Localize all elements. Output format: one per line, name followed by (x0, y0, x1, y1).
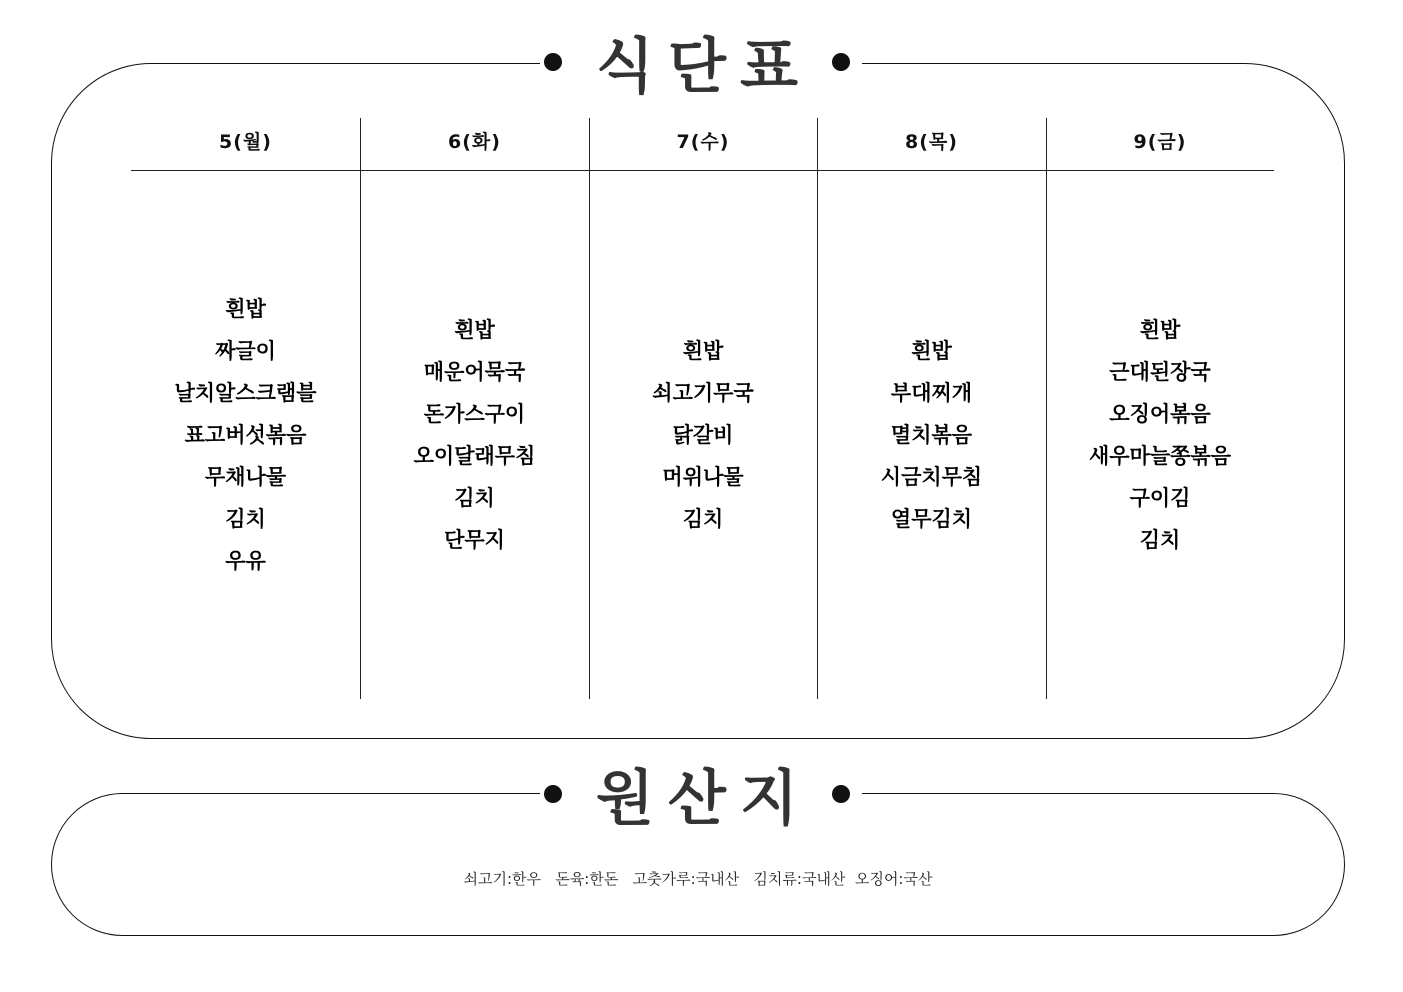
day-column-tue (360, 118, 589, 699)
dish-item: 닭갈비 (672, 423, 734, 447)
day-header: 8(목) (905, 130, 958, 153)
dish-item: 부대찌개 (890, 381, 973, 405)
origin-info: 쇠고기:한우 돈육:한돈 고춧가루:국내산 김치류:국내산 오징어:국산 (463, 870, 933, 888)
dish-item: 멸치볶음 (890, 423, 973, 447)
dish-list (360, 171, 589, 699)
dish-item: 시금치무침 (880, 465, 983, 489)
dish-item: 흰밥 (454, 318, 495, 342)
dish-item: 김치 (682, 507, 724, 531)
dish-item: 표고버섯볶음 (184, 423, 307, 447)
dish-item: 돈가스구이 (423, 402, 526, 426)
dish-item: 흰밥 (1139, 318, 1181, 342)
title-dot-left (544, 53, 562, 71)
dish-item: 오이달래무침 (413, 444, 536, 468)
origin-title: 원산지 (596, 764, 812, 834)
title-dot-right (832, 53, 850, 71)
day-header: 5(월) (219, 130, 272, 153)
dish-item: 새우마늘쫑볶음 (1088, 444, 1231, 468)
origin-title-block (540, 754, 862, 834)
dish-item: 날치알스크램블 (174, 381, 317, 405)
dish-item: 흰밥 (911, 339, 952, 363)
dish-list (1046, 171, 1274, 699)
dish-item: 쇠고기무국 (652, 381, 754, 405)
menu-table (131, 118, 1274, 699)
dish-item: 근대된장국 (1109, 360, 1211, 384)
dish-item: 짜글이 (215, 339, 276, 363)
dish-item: 흰밥 (682, 339, 724, 363)
day-header: 9(금) (1133, 130, 1187, 153)
day-column-thu (817, 118, 1046, 699)
dish-item: 우유 (225, 549, 266, 573)
dish-item: 열무김치 (890, 507, 973, 531)
dish-list (131, 171, 360, 699)
dish-item: 오징어볶음 (1109, 402, 1211, 426)
menu-title-block (540, 22, 862, 102)
dish-item: 매운어묵국 (423, 360, 526, 384)
dish-item: 머위나물 (662, 465, 744, 489)
day-header: 6(화) (448, 130, 501, 153)
day-column-fri (1046, 118, 1274, 699)
title-dot-right (832, 785, 850, 803)
day-column-wed (589, 118, 817, 699)
dish-item: 구이김 (1129, 486, 1191, 510)
day-column-mon (131, 118, 360, 699)
dish-item: 흰밥 (225, 297, 266, 321)
title-dot-left (544, 785, 562, 803)
dish-item: 단무지 (444, 528, 505, 552)
dish-item: 김치 (225, 507, 266, 531)
menu-title: 식단표 (596, 32, 812, 102)
dish-item: 김치 (1139, 528, 1181, 552)
dish-item: 무채나물 (204, 465, 287, 489)
day-header: 7(수) (676, 130, 730, 153)
dish-list (817, 171, 1046, 699)
dish-item: 김치 (454, 486, 495, 510)
dish-list (589, 171, 817, 699)
